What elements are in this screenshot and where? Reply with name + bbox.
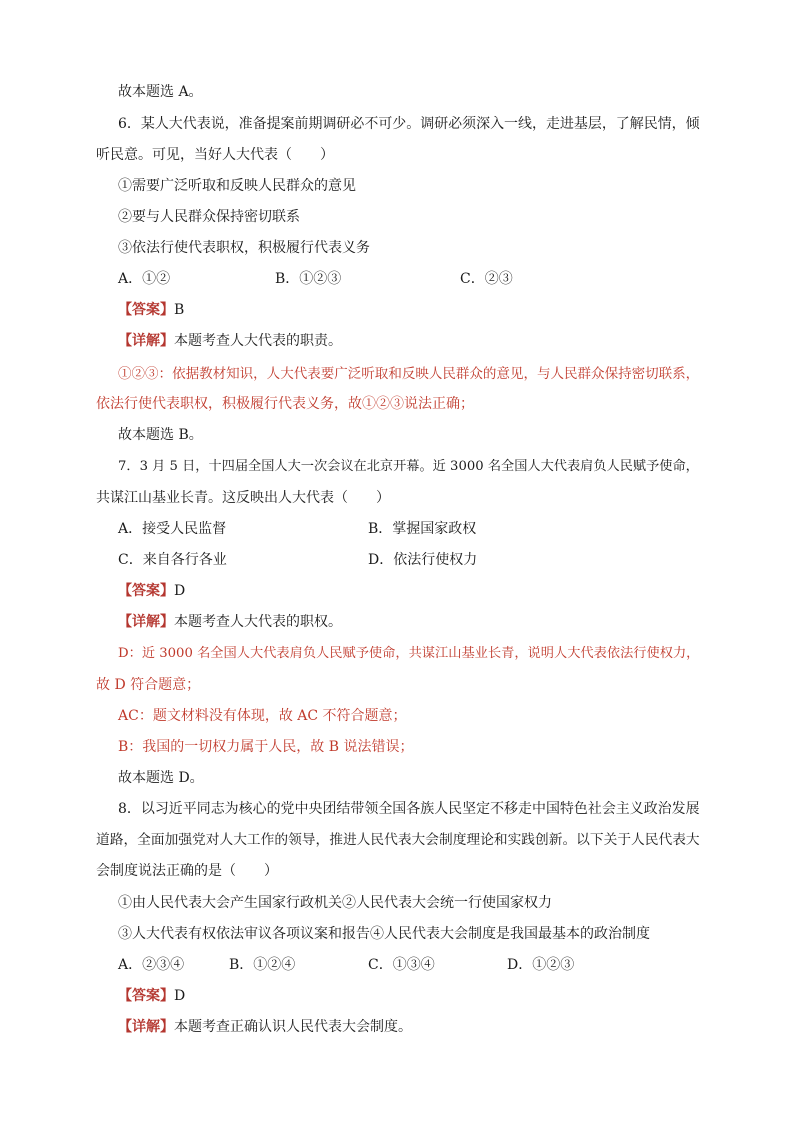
q6-option-a: A．①② (118, 271, 171, 287)
q8-option-d: D．①②③ (507, 957, 575, 973)
q6-analysis-line2: 依法行使代表职权，积极履行代表义务，故①②③说法正确； (96, 396, 474, 412)
q7-analysis-d-line2: 故 D 符合题意； (96, 677, 201, 693)
q6-item-1: ①需要广泛听取和反映人民群众的意见 (118, 178, 356, 194)
q6-item-3: ③依法行使代表职权，积极履行代表义务 (118, 240, 370, 256)
q6-option-b: B．①②③ (275, 271, 342, 287)
q6-stem-line1: 6．某人大代表说，准备提案前期调研必不可少。调研必须深入一线，走进基层，了解民情，倾 (118, 116, 700, 132)
q7-stem-line1: 7．3 月 5 日，十四届全国人大一次会议在北京开幕。近 3000 名全国人大代表肩负人民赋予使命， (118, 459, 699, 474)
q7-option-c: C．来自各行各业 (118, 552, 227, 568)
q8-option-b: B．①②④ (229, 957, 296, 973)
q7-stem-line2: 共谋江山基业长青。这反映出人大代表（ ） (96, 490, 390, 506)
q5-conclusion: 故本题选 A。 (118, 84, 203, 100)
detail-text: 本题考查正确认识人民代表大会制度。 (174, 1019, 412, 1035)
q6-stem-line2: 听民意。可见，当好人大代表（ ） (96, 147, 334, 163)
q6-conclusion: 故本题选 B。 (118, 427, 203, 443)
answer-tag: 【答案】 (118, 583, 174, 599)
q8-items-line1: ①由人民代表大会产生国家行政机关②人民代表大会统一行使国家权力 (118, 895, 552, 911)
answer-value: D (174, 583, 186, 599)
q7-answer (118, 581, 185, 601)
q7-detail (118, 612, 342, 632)
q7-conclusion: 故本题选 D。 (118, 770, 204, 786)
q6-option-c: C．②③ (460, 271, 513, 287)
q8-stem-line2: 道路，全面加强党对人大工作的领导，推进人民代表大会制度理论和实践创新。以下关于人民代表大 (96, 832, 700, 848)
q7-analysis-b: B：我国的一切权力属于人民，故 B 说法错误； (118, 739, 414, 755)
detail-tag: 【详解】 (118, 614, 174, 630)
q6-detail (118, 331, 342, 351)
answer-tag: 【答案】 (118, 302, 174, 318)
q8-stem-line3: 会制度说法正确的是（ ） (96, 863, 278, 879)
detail-tag: 【详解】 (118, 333, 174, 349)
q6-item-2: ②要与人民群众保持密切联系 (118, 209, 300, 225)
q8-detail (118, 1017, 412, 1037)
answer-value: B (174, 302, 185, 318)
q7-option-a: A．接受人民监督 (118, 521, 227, 537)
q7-option-d: D．依法行使权力 (368, 552, 478, 568)
q8-items-line2: ③人大代表有权依法审议各项议案和报告④人民代表大会制度是我国最基本的政治制度 (118, 926, 650, 942)
detail-tag: 【详解】 (118, 1019, 174, 1035)
detail-text: 本题考查人大代表的职责。 (174, 333, 342, 349)
q6-answer (118, 300, 184, 320)
q8-stem-line1: 8．以习近平同志为核心的党中央团结带领全国各族人民坚定不移走中国特色社会主义政治发展 (118, 801, 700, 817)
q7-analysis-d-line1: D：近 3000 名全国人大代表肩负人民赋予使命，共谋江山基业长青，说明人大代表依法行使权力， (118, 646, 700, 661)
q7-analysis-ac: AC：题文材料没有体现，故 AC 不符合题意； (118, 708, 407, 724)
q7-option-b: B．掌握国家政权 (368, 521, 477, 537)
detail-text: 本题考查人大代表的职权。 (174, 614, 342, 630)
q8-answer (118, 986, 185, 1006)
answer-tag: 【答案】 (118, 988, 174, 1004)
answer-value: D (174, 988, 186, 1004)
q8-option-a: A．②③④ (118, 957, 185, 973)
q6-analysis-line1: ①②③：依据教材知识，人大代表要广泛听取和反映人民群众的意见，与人民群众保持密切联系， (118, 366, 700, 382)
q8-option-c: C．①③④ (368, 957, 435, 973)
